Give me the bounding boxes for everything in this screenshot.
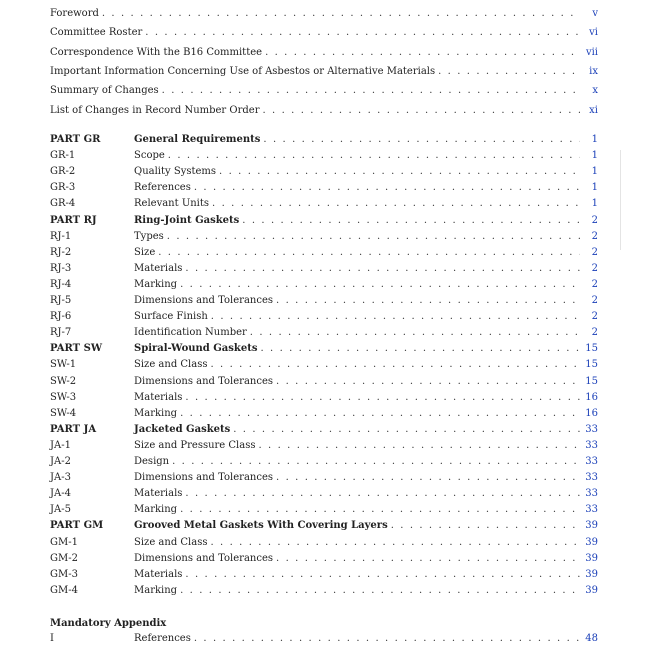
toc-entry-number: RJ-3 (50, 263, 72, 274)
toc-entry[interactable] (50, 358, 598, 372)
toc-entry-number: JA-1 (50, 440, 71, 451)
toc-entry-title: Spiral-Wound Gaskets (134, 343, 258, 354)
toc-page-link[interactable]: 33 (585, 456, 598, 467)
toc-page-link[interactable]: 33 (585, 488, 598, 499)
toc-entry[interactable] (50, 503, 598, 517)
dot-leader (185, 391, 580, 405)
toc-page-link[interactable]: vii (585, 47, 598, 58)
dot-leader (212, 197, 580, 211)
toc-entry[interactable] (50, 455, 598, 469)
toc-entry-number: PART JA (50, 424, 97, 435)
dot-leader (276, 552, 580, 566)
dot-leader (210, 358, 580, 372)
dot-leader (185, 568, 580, 582)
toc-entry[interactable] (50, 46, 598, 60)
toc-entry[interactable] (50, 197, 598, 211)
toc-entry[interactable] (50, 7, 598, 21)
toc-entry-title: Dimensions and Tolerances (134, 472, 274, 483)
dot-leader (258, 439, 580, 453)
dot-leader (194, 632, 580, 646)
toc-entry[interactable] (50, 278, 598, 292)
dot-leader (162, 84, 580, 98)
dot-leader (167, 230, 580, 244)
toc-entry-number: GR-2 (50, 166, 76, 177)
toc-entry-number: GR-4 (50, 198, 76, 209)
dot-leader (180, 278, 580, 292)
toc-entry-number: SW-1 (50, 359, 77, 370)
toc-entry-number: GM-4 (50, 585, 78, 596)
dot-leader (276, 471, 580, 485)
toc-entry[interactable] (50, 230, 598, 244)
toc-page-link[interactable]: 2 (591, 279, 598, 290)
toc-entry-title: Size and Pressure Class (134, 440, 256, 451)
dot-leader (250, 326, 580, 340)
toc-page-link[interactable]: 39 (585, 537, 598, 548)
toc-entry-title: Scope (134, 150, 165, 161)
dot-leader (172, 455, 580, 469)
dot-leader (185, 262, 580, 276)
toc-entry-title: Committee Roster (50, 27, 143, 38)
toc-page-link[interactable]: 2 (591, 327, 598, 338)
toc-page-link[interactable]: v (592, 8, 598, 19)
toc-page-link[interactable]: 2 (591, 247, 598, 258)
scroll-indicator (620, 150, 621, 250)
toc-entry-title: References (134, 633, 191, 644)
toc-entry-title: Size and Class (134, 537, 208, 548)
toc-entry-title: Design (134, 456, 170, 467)
dot-leader (391, 519, 580, 533)
toc-page-link[interactable]: 15 (585, 359, 598, 370)
toc-entry[interactable] (50, 552, 598, 566)
toc-entry-number: GM-1 (50, 537, 78, 548)
dot-leader (265, 46, 580, 60)
dot-leader (168, 149, 580, 163)
toc-page-link[interactable]: 39 (585, 569, 598, 580)
toc-entry[interactable] (50, 519, 598, 533)
dot-leader (260, 342, 580, 356)
toc-entry-number: RJ-2 (50, 247, 72, 258)
dot-leader (158, 246, 580, 260)
toc-entry-title: Size (134, 247, 156, 258)
toc-entry-title: Correspondence With the B16 Committee (50, 47, 263, 58)
toc-entry[interactable] (50, 407, 598, 421)
dot-leader (233, 423, 580, 437)
toc-page-link[interactable]: 33 (585, 472, 598, 483)
toc-entry[interactable] (50, 568, 598, 582)
toc-entry-number: SW-3 (50, 392, 77, 403)
toc-entry-number: RJ-6 (50, 311, 72, 322)
toc-entry[interactable] (50, 165, 598, 179)
toc-entry[interactable] (50, 84, 598, 98)
toc-entry-title: Types (134, 231, 164, 242)
toc-page-link[interactable]: 39 (585, 520, 598, 531)
toc-entry-title: Identification Number (134, 327, 247, 338)
toc-entry-title: Size and Class (134, 359, 208, 370)
toc-page-link[interactable]: xi (589, 105, 598, 116)
dot-leader (211, 310, 580, 324)
toc-entry[interactable] (50, 133, 598, 147)
toc-entry-title: Foreword (50, 8, 99, 19)
toc-page-link[interactable]: 15 (585, 376, 598, 387)
dot-leader (219, 165, 580, 179)
dot-leader (263, 133, 580, 147)
toc-entry[interactable] (50, 391, 598, 405)
toc-page-link[interactable]: 1 (591, 182, 598, 193)
toc-entry-title: Materials (134, 488, 183, 499)
dot-leader (438, 65, 580, 79)
toc-page-link[interactable]: 1 (591, 134, 598, 145)
toc-entry-title: Marking (134, 504, 178, 515)
toc-page-link[interactable]: 16 (585, 392, 598, 403)
toc-entry[interactable] (50, 262, 598, 276)
toc-entry-number: JA-3 (50, 472, 71, 483)
toc-entry[interactable] (50, 375, 598, 389)
toc-page-link[interactable]: 39 (585, 553, 598, 564)
toc-entry[interactable] (50, 214, 598, 228)
toc-page-link[interactable]: x (592, 85, 598, 96)
toc-entry-title: General Requirements (134, 134, 261, 145)
toc-entry-number: JA-4 (50, 488, 71, 499)
toc-entry-number: I (50, 633, 54, 644)
dot-leader (194, 181, 580, 195)
toc-entry-title: Important Information Concerning Use of Asbestos or Alternative Materials (50, 66, 436, 77)
toc-page-link[interactable]: vi (589, 27, 598, 38)
toc-entry[interactable] (50, 326, 598, 340)
dot-leader (276, 294, 580, 308)
toc-entry-title: Marking (134, 279, 178, 290)
toc-entry-title: Materials (134, 569, 183, 580)
toc-entry-title: Ring-Joint Gaskets (134, 215, 240, 226)
toc-entry-number: RJ-4 (50, 279, 72, 290)
toc-entry[interactable] (50, 181, 598, 195)
toc-entry-number: GR-3 (50, 182, 76, 193)
toc-page-link[interactable]: 39 (585, 585, 598, 596)
toc-page-link[interactable]: 2 (591, 311, 598, 322)
toc-entry-number: RJ-1 (50, 231, 72, 242)
toc-page-link[interactable]: 2 (591, 295, 598, 306)
toc-entry-title: Relevant Units (134, 198, 210, 209)
dot-leader (210, 536, 580, 550)
toc-entry-number: PART RJ (50, 215, 97, 226)
dot-leader (102, 7, 580, 21)
toc-entry-title: Marking (134, 408, 178, 419)
toc-entry-number: PART GM (50, 520, 104, 531)
toc-page-link[interactable]: 33 (585, 504, 598, 515)
toc-entry[interactable] (50, 294, 598, 308)
dot-leader (180, 503, 580, 517)
toc-page-link[interactable]: ix (589, 66, 598, 77)
dot-leader (145, 26, 580, 40)
toc-entry-number: SW-2 (50, 376, 77, 387)
toc-entry-number: SW-4 (50, 408, 77, 419)
dot-leader (180, 407, 580, 421)
toc-page-link[interactable]: 2 (591, 263, 598, 274)
toc-entry[interactable] (50, 149, 598, 163)
toc-entry-title: List of Changes in Record Number Order (50, 105, 260, 116)
toc-page-link[interactable]: 33 (585, 424, 598, 435)
toc-page-link[interactable]: 2 (591, 231, 598, 242)
toc-entry-number: GR-1 (50, 150, 76, 161)
dot-leader (276, 375, 580, 389)
appendix-heading: Mandatory Appendix (50, 618, 167, 629)
toc-page-link[interactable]: 48 (585, 633, 598, 644)
toc-page-link[interactable]: 2 (591, 215, 598, 226)
toc-entry-number: JA-5 (50, 504, 71, 515)
toc-entry-title: Dimensions and Tolerances (134, 553, 274, 564)
toc-page-link[interactable]: 16 (585, 408, 598, 419)
toc-page-link[interactable]: 1 (591, 166, 598, 177)
toc-entry-number: PART SW (50, 343, 103, 354)
toc-entry-title: Summary of Changes (50, 85, 159, 96)
toc-entry-title: Dimensions and Tolerances (134, 295, 274, 306)
toc-entry[interactable] (50, 439, 598, 453)
toc-entry-number: JA-2 (50, 456, 71, 467)
toc-entry-number: GM-3 (50, 569, 78, 580)
toc-entry[interactable] (50, 471, 598, 485)
toc-entry[interactable] (50, 104, 598, 118)
toc-entry[interactable] (50, 536, 598, 550)
toc-entry-title: Dimensions and Tolerances (134, 376, 274, 387)
toc-entry[interactable] (50, 487, 598, 501)
toc-entry-title: References (134, 182, 191, 193)
toc-entry-title: Quality Systems (134, 166, 217, 177)
toc-entry[interactable] (50, 65, 598, 79)
toc-page-link[interactable]: 15 (585, 343, 598, 354)
toc-entry-title: Marking (134, 585, 178, 596)
toc-entry-title: Jacketed Gaskets (134, 424, 231, 435)
toc-page-link[interactable]: 1 (591, 150, 598, 161)
toc-entry[interactable] (50, 246, 598, 260)
dot-leader (185, 487, 580, 501)
toc-entry-number: GM-2 (50, 553, 78, 564)
dot-leader (180, 584, 580, 598)
toc-entry-title: Materials (134, 392, 183, 403)
toc-page-link[interactable]: 33 (585, 440, 598, 451)
dot-leader (262, 104, 580, 118)
toc-entry[interactable] (50, 584, 598, 598)
toc-entry[interactable] (50, 26, 598, 40)
toc-entry-title: Grooved Metal Gaskets With Covering Layers (134, 520, 388, 531)
toc-entry[interactable] (50, 423, 598, 437)
toc-entry-title: Materials (134, 263, 183, 274)
toc-entry[interactable] (50, 342, 598, 356)
toc-entry-title: Surface Finish (134, 311, 208, 322)
toc-entry-number: PART GR (50, 134, 101, 145)
dot-leader (242, 214, 580, 228)
toc-page-link[interactable]: 1 (591, 198, 598, 209)
toc-entry[interactable] (50, 632, 598, 646)
toc-entry[interactable] (50, 310, 598, 324)
toc-entry-number: RJ-7 (50, 327, 72, 338)
toc-entry-number: RJ-5 (50, 295, 72, 306)
